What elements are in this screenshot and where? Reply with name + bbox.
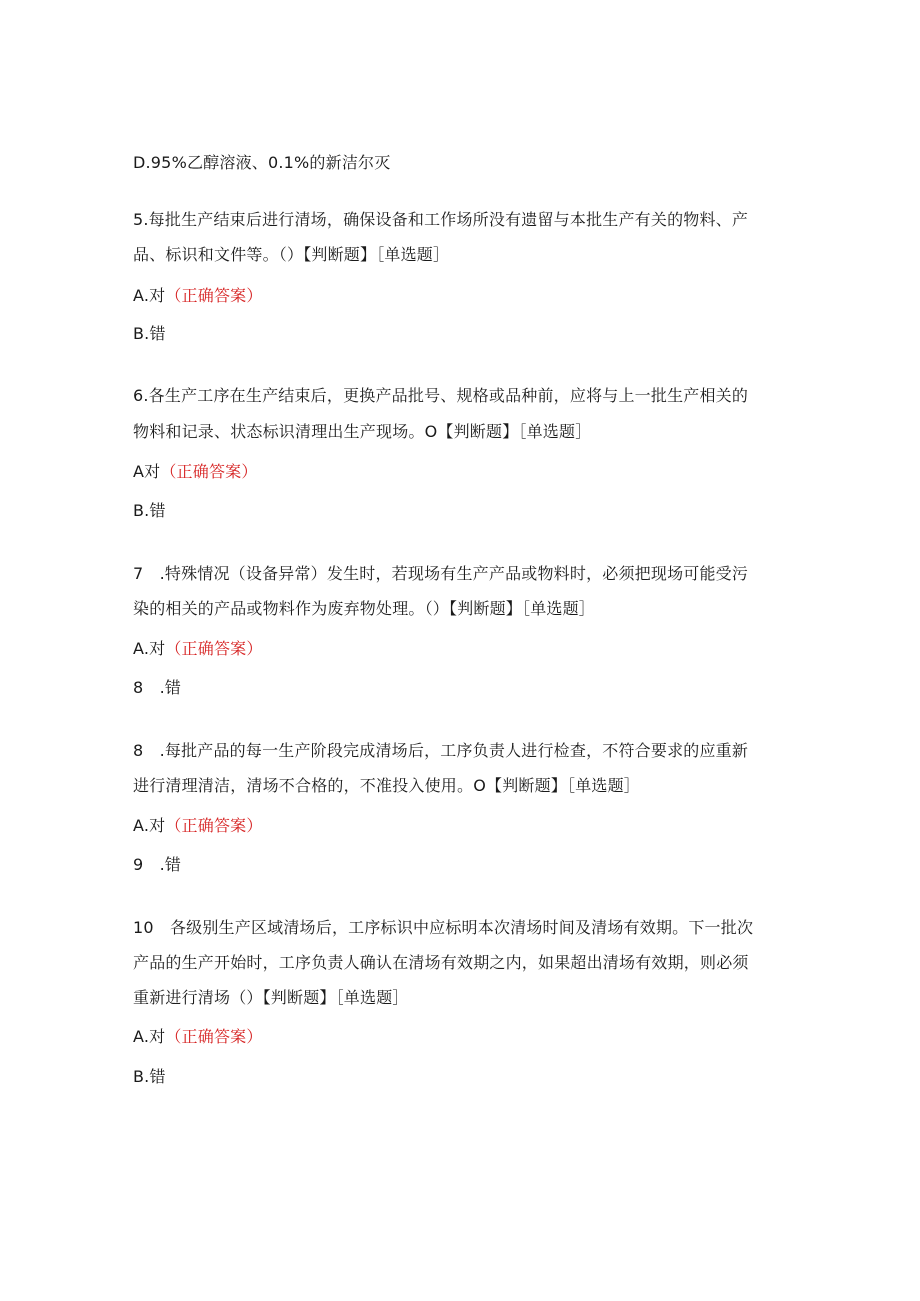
q6-text-line-2: 物料和记录、状态标识清理出生产现场。O【判断题】［单选题］: [133, 422, 592, 441]
q6-text-line-1: 6.各生产工序在生产结束后，更换产品批号、规格或品种前，应将与上一批生产相关的: [133, 386, 749, 405]
q10-option-a: [133, 1026, 793, 1048]
q5-option-a: [133, 285, 793, 307]
q7-option-a: [133, 638, 793, 660]
q7-option-a-label: A.对: [133, 639, 166, 658]
q5-correct-answer-tag: （正确答案）: [165, 286, 263, 305]
q7-text-line-1: 7 .特殊情况（设备异常）发生时，若现场有生产产品或物料时，必须把现场可能受污: [133, 564, 749, 583]
q10-correct-answer-tag: （正确答案）: [165, 1027, 263, 1046]
q7-text-line-2: 染的相关的产品或物料作为废弃物处理。（）【判断题】［单选题］: [133, 599, 596, 618]
q5-text-line-1: 5.每批生产结束后进行清场，确保设备和工作场所没有遗留与本批生产有关的物料、产: [133, 210, 749, 229]
q6-option-a: [133, 461, 793, 483]
q8-option-b: 9 .错: [133, 855, 182, 874]
q7-correct-answer-tag: （正确答案）: [165, 639, 263, 658]
q10-text-line-1: 10 各级别生产区域清场后，工序标识中应标明本次清场时间及清场有效期。下一批次: [133, 918, 754, 937]
q5-text-line-2: 品、标识和文件等。（）【判断题】［单选题］: [133, 245, 450, 264]
q8-text-line-2: 进行清理清洁，清场不合格的，不准投入使用。O【判断题】［单选题］: [133, 776, 640, 795]
q8-text-line-1: 8 .每批产品的每一生产阶段完成清场后，工序负责人进行检查，不符合要求的应重新: [133, 741, 749, 760]
q8-correct-answer-tag: （正确答案）: [165, 816, 263, 835]
q5-option-b: B.错: [133, 324, 166, 343]
q7-option-b: 8 .错: [133, 678, 182, 697]
q8-option-a: [133, 815, 793, 837]
q8-option-a-label: A.对: [133, 816, 166, 835]
q10-option-b: B.错: [133, 1067, 166, 1086]
q10-option-a-label: A.对: [133, 1027, 166, 1046]
q10-text-line-2: 产品的生产开始时，工序负责人确认在清场有效期之内，如果超出清场有效期，则必须: [133, 953, 749, 972]
q4-option-d: D.95%乙醇溶液、0.1%的新洁尔灭: [133, 153, 391, 172]
q6-correct-answer-tag: （正确答案）: [160, 462, 258, 481]
q6-option-a-label: A对: [133, 462, 161, 481]
q5-option-a-label: A.对: [133, 286, 166, 305]
q10-text-line-3: 重新进行清场（）【判断题】［单选题］: [133, 988, 409, 1007]
q6-option-b: B.错: [133, 501, 166, 520]
